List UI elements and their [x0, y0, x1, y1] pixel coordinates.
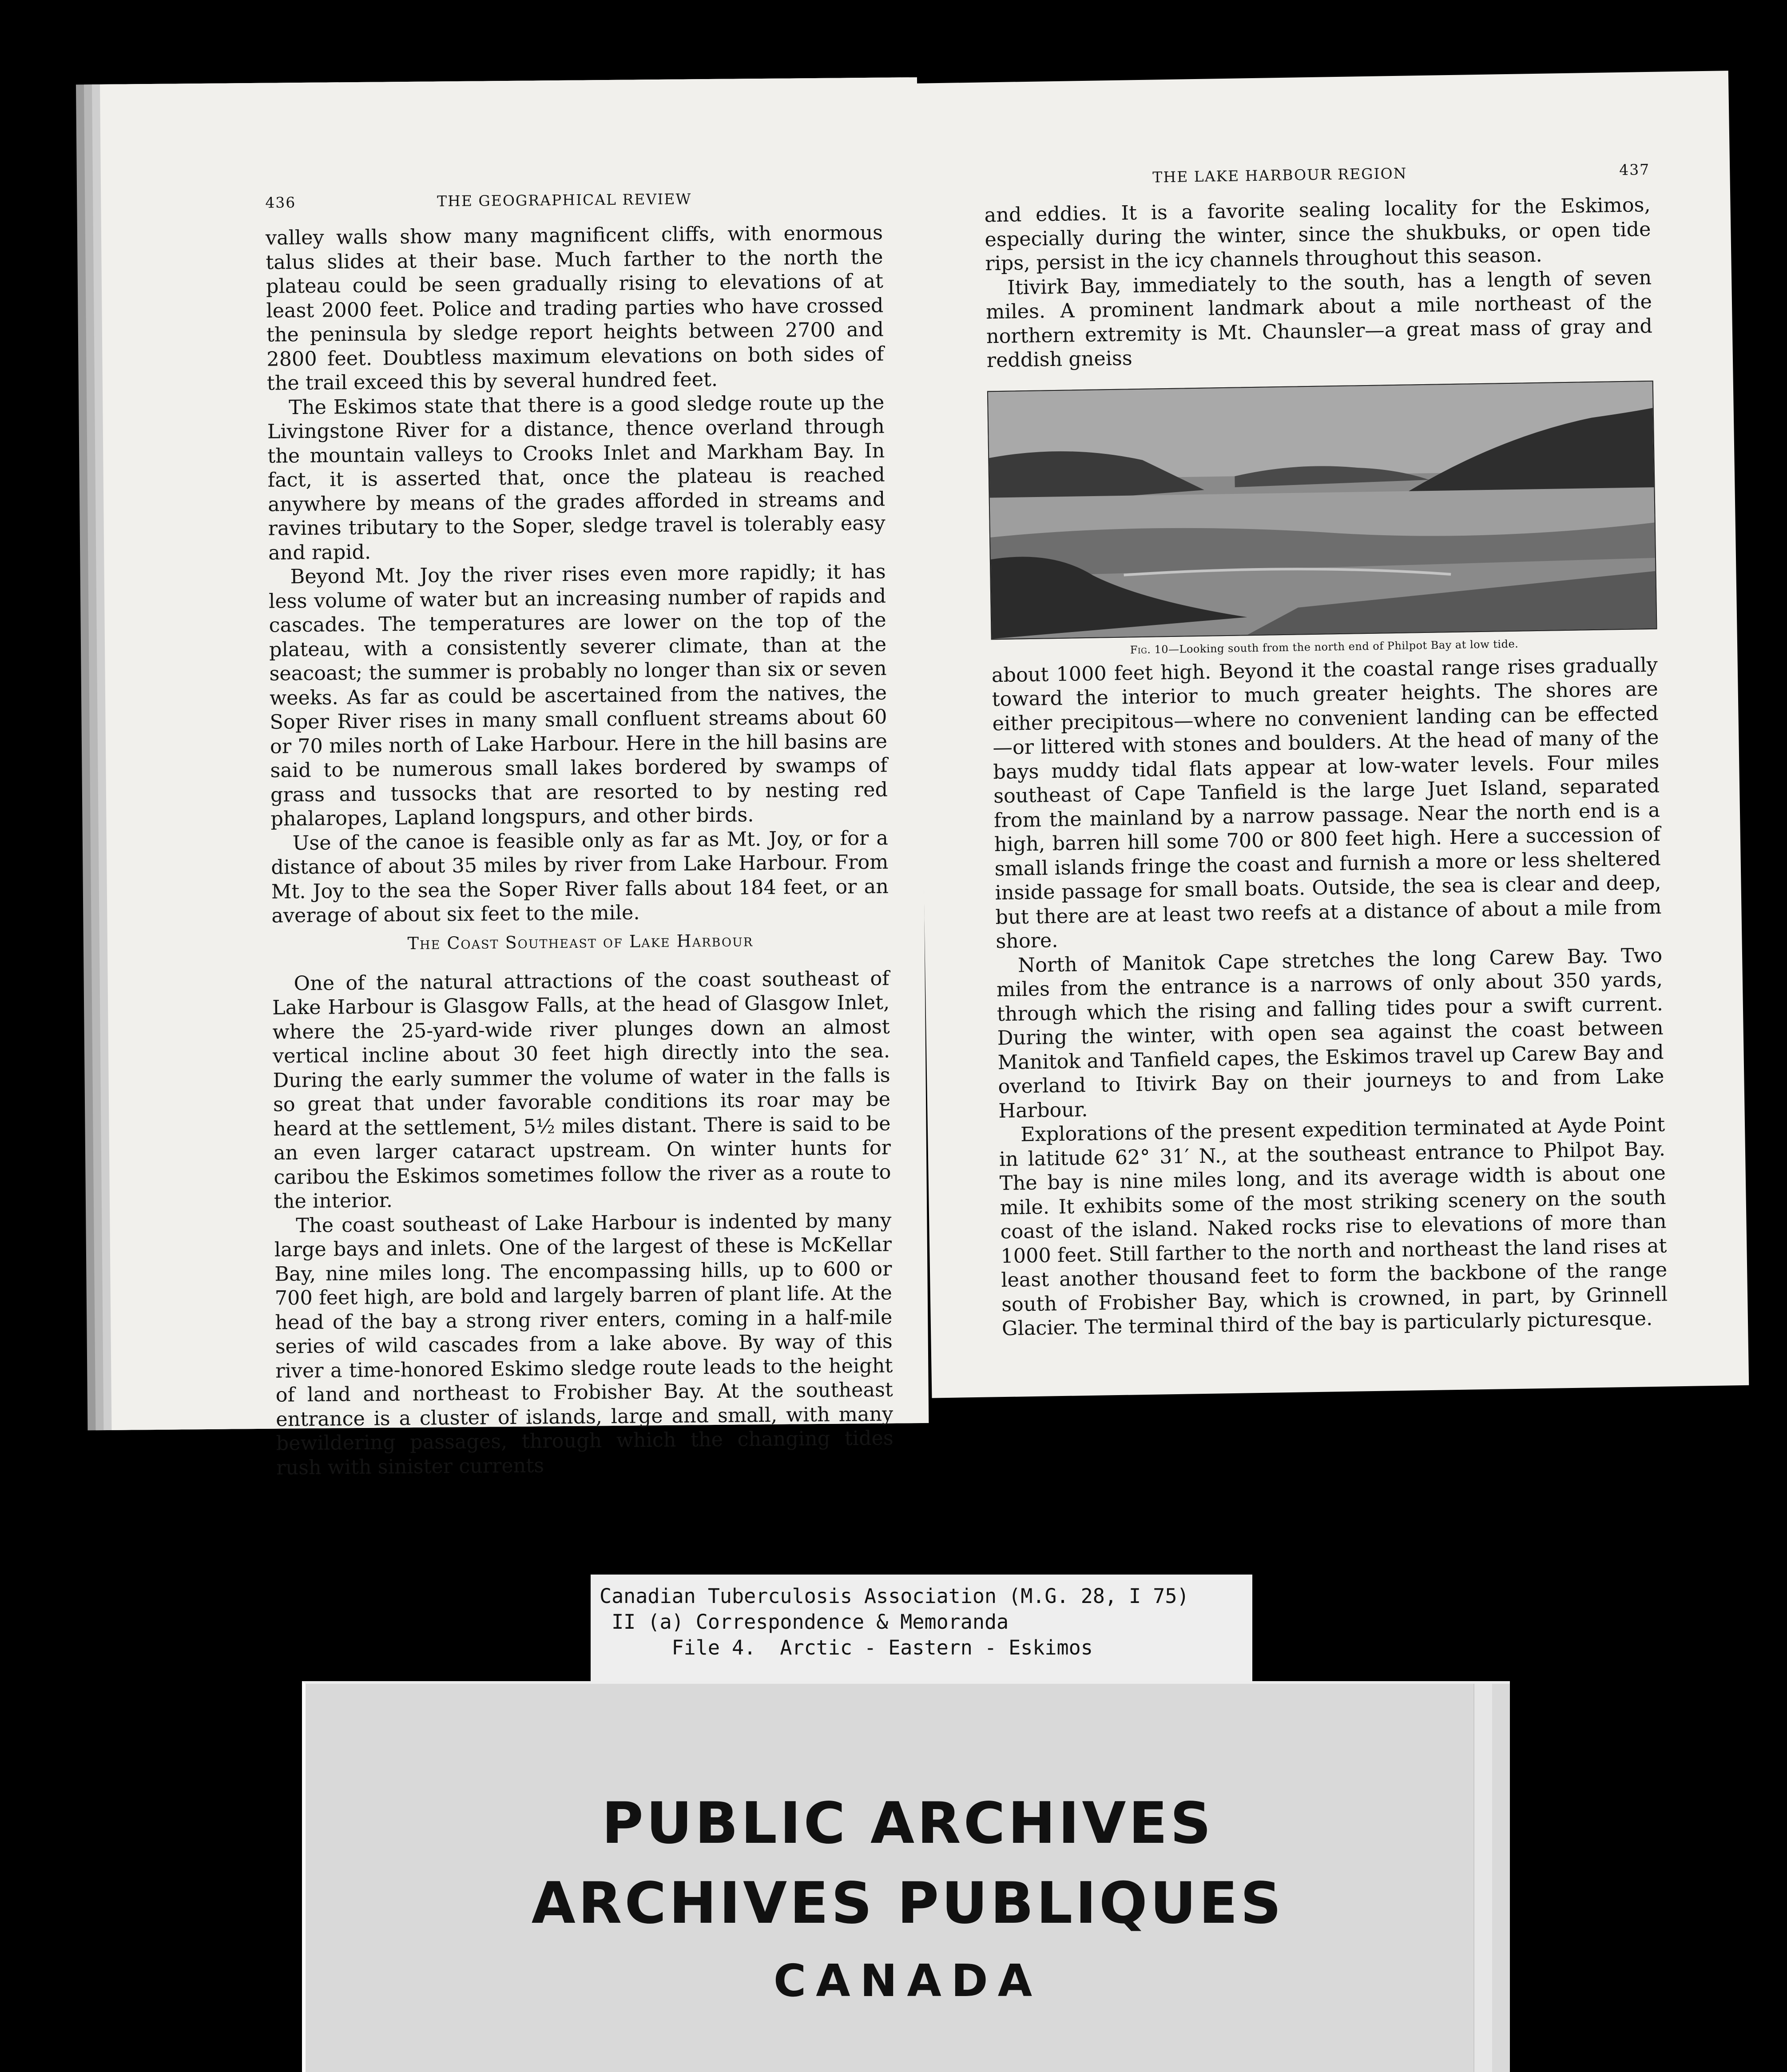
paragraph: about 1000 feet high. Beyond it the coastal range rises gradually toward the interior to much greater heights. The shores are either precipitous—where no convenient landing can be effected—or littered with stones and boulders. At the head of many of the bays muddy tidal flats appear at low-water levels. Four miles southeast of Cape Tanfield is the large Juet Island, separated from the mainland by a narrow passage. Near the north end is a high, barren hill some 700 or 800 feet high. Here a succession of small islands fringe the coast and furnish a more or less sheltered inside passage for small boats. Outside, the sea is clear and deep, but there are at least two reefs at a distance of about a mile from shore.: [991, 653, 1662, 953]
left-running-head-title: THE GEOGRAPHICAL REVIEW: [437, 190, 692, 210]
archive-label-line: Canadian Tuberculosis Association (M.G. 28, I 75): [600, 1584, 1189, 1608]
right-book-page: [911, 71, 1749, 1398]
paragraph: North of Manitok Cape stretches the long Carew Bay. Two miles from the entrance is a narrows of only about 350 yards, through which the rising and falling tides pour a swift current. During the winter, with open sea against the coast between Manitok and Tanfield capes, the Eskimos travel up Carew Bay and overland to Itivirk Bay on their journeys to and from Lake Harbour.: [996, 944, 1664, 1122]
paragraph: One of the natural attractions of the coast southeast of Lake Harbour is Glasgow Falls, at the head of Glasgow Inlet, where the 25-yard-wide river plunges down an almost vertical incline about 30 feet high directly into the sea. During the early summer the volume of water in the falls is so great that under favorable conditions its roar may be heard at the settlement, 5½ miles distant. There is said to be an even larger cataract upstream. On winter hunts for caribou the Eskimos sometimes follow the river as a route to the interior.: [272, 967, 891, 1213]
left-running-head: [265, 189, 882, 211]
section-heading: The Coast Southeast of Lake Harbour: [407, 930, 754, 953]
archive-label-line: II (a) Correspondence & Memoranda: [600, 1610, 1009, 1634]
bay-photograph: [987, 380, 1657, 639]
paragraph: The coast southeast of Lake Harbour is indented by many large bays and inlets. One of the largest of these is McKellar Bay, nine miles long. The encompassing hills, up to 600 or 700 feet high, are bold and largely barren of plant life. At the head of the bay a strong river enters, coming in a half-mile series of wild cascades from a lake above. By way of this river a time-honored Eskimo sledge route leads to the height of land and northeast to Frobisher Bay. At the southeast entrance is a cluster of islands, large and small, with many bewildering passages, through which the changing tides rush with sinister currents: [274, 1209, 894, 1479]
paragraph: Explorations of the present expedition terminated at Ayde Point in latitude 62° 31′ N., at the southeast entrance to Philpot Bay. The bay is nine miles long, and its average width is about one mile. It exhibits some of the most striking scenery on the south coast of the island. Naked rocks rise to elevations of more than 1000 feet. Still farther to the north and northeast the land rises at least another thousand feet to form the backbone of the range south of Frobisher Bay, which is crowned, in part, by Grinnell Glacier. The terminal third of the bay is particularly picturesque.: [999, 1113, 1668, 1340]
paragraph: and eddies. It is a favorite sealing locality for the Eskimos, especially during the winter, since the shukbuks, or open tide rips, persist in the icy channels throughout this season.: [984, 193, 1651, 275]
right-running-head-title: THE LAKE HARBOUR REGION: [1152, 164, 1407, 186]
figure: [987, 380, 1657, 658]
paragraph: valley walls show many magnificent cliffs, with enormous talus slides at their base. Much farther to the north the plateau could be seen gradually rising to elevations of at least 2000 feet. Police and trading parties who have crossed the peninsula by sledge report heights between 2700 and 2800 feet. Doubtless maximum elevations on both sides of the trail exceed this by several hundred feet.: [265, 221, 884, 395]
right-page-number: 437: [1619, 160, 1650, 179]
figure-caption-text: —Looking south from the north end of Philpot Bay at low tide.: [1168, 637, 1519, 656]
archive-stamp-line: ARCHIVES PUBLIQUES: [531, 1870, 1284, 1937]
archive-stamp-line: CANADA: [773, 1955, 1042, 2007]
archive-stamp-line: PUBLIC ARCHIVES: [602, 1790, 1214, 1857]
paragraph: Itivirk Bay, immediately to the south, has a length of seven miles. A prominent landmark about a mile northeast of the northern extremity is Mt. Chaunsler—a great mass of gray and reddish gneiss: [985, 266, 1653, 372]
left-text-column: [266, 221, 894, 1480]
figure-label: Fig. 10: [1130, 643, 1169, 656]
left-page-number: 436: [265, 194, 296, 211]
right-running-head: [984, 161, 1650, 189]
paragraph: Use of the canoe is feasible only as far as Mt. Joy, or for a distance of about 35 miles by river from Lake Harbour. From Mt. Joy to the sea the Soper River falls about 184 feet, or an average of about six feet to the mile.: [271, 827, 889, 927]
paragraph: Beyond Mt. Joy the river rises even more rapidly; it has less volume of water but an increasing number of rapids and cascades. The temperatures are lower on the top of the plateau, with a consistently severer climate, than at the seacoast; the summer is probably no longer than six or seven weeks. As far as could be ascertained from the natives, the Soper River rises in many small confluent streams about 60 or 70 miles north of Lake Harbour. Here in the hill basins are said to be numerous small lakes bordered by swamps of grass and tussocks that are resorted to by nesting red phalaropes, Lapland longspurs, and other birds.: [268, 560, 888, 831]
archive-label-line: File 4. Arctic - Eastern - Eskimos: [600, 1636, 1093, 1659]
left-book-page: [100, 77, 929, 1479]
archive-stamp-card: [302, 1681, 1510, 2072]
paragraph: The Eskimos state that there is a good sledge route up the Livingstone River for a distance, thence overland through the mountain valleys to Crooks Inlet and Markham Bay. In fact, it is asserted that, once the plateau is reached anywhere by means of the grades afforded in streams and ravines tributary to the Soper, sledge travel is tolerably easy and rapid.: [267, 391, 886, 565]
right-text-column: [984, 193, 1668, 1341]
landscape-photo-image: [988, 381, 1656, 638]
archive-file-label: [591, 1575, 1252, 1683]
